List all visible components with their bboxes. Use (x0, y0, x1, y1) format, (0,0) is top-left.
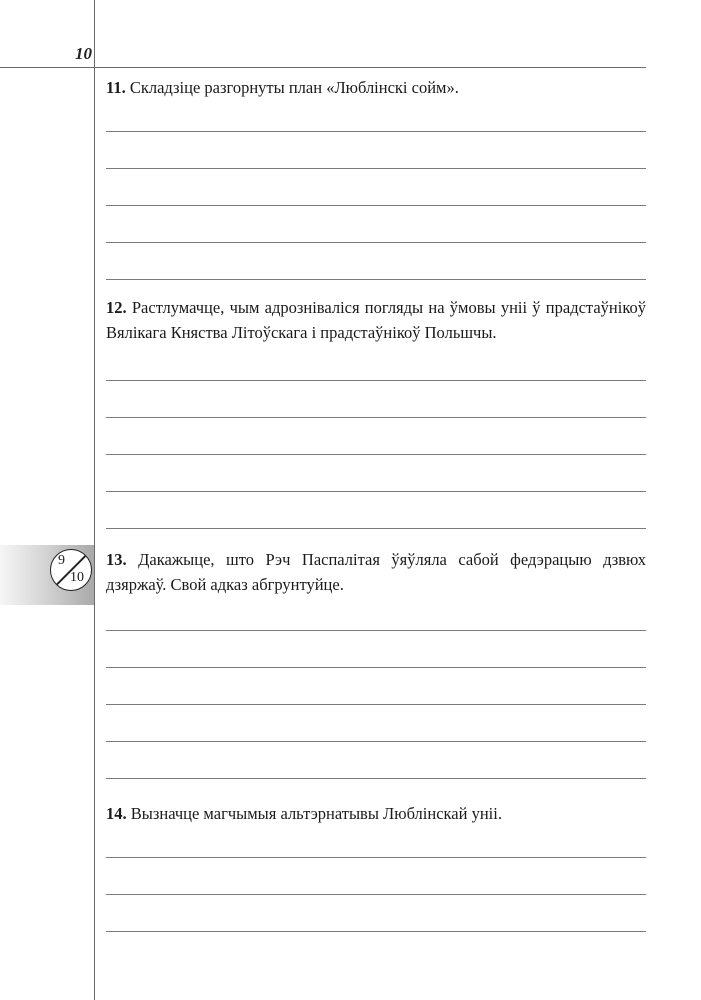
task-11-answer-line[interactable] (106, 279, 646, 280)
task-11-answer-line[interactable] (106, 205, 646, 206)
badge-grade-bottom: 10 (70, 570, 84, 585)
task-12-text (106, 295, 646, 345)
task-12 (106, 295, 646, 345)
task-13-answer-line[interactable] (106, 778, 646, 779)
task-12-prompt: Растлумачце, чым адрозніваліся погляды на ўмовы уніі ў прадстаўнікоў Вялікага Княства Літоўскага і прадстаўнікоў Польшчы. (106, 298, 646, 342)
task-12-number: 12. (106, 298, 127, 317)
task-11 (106, 75, 646, 100)
task-11-answer-line[interactable] (106, 131, 646, 132)
page-number: 10 (75, 44, 92, 63)
task-12-answer-line[interactable] (106, 491, 646, 492)
margin-rule (94, 0, 95, 1000)
task-14 (106, 801, 646, 826)
header-rule (0, 67, 646, 68)
task-11-number: 11. (106, 78, 126, 97)
task-11-text (106, 75, 646, 100)
task-14-answer-line[interactable] (106, 857, 646, 858)
task-14-number: 14. (106, 804, 127, 823)
task-13-number: 13. (106, 550, 127, 569)
task-14-prompt: Вызначце магчымыя альтэрнатывы Люблінскай уніі. (130, 804, 502, 823)
badge-grade-top: 9 (58, 553, 65, 568)
task-11-answer-line[interactable] (106, 168, 646, 169)
task-12-answer-line[interactable] (106, 454, 646, 455)
task-12-answer-line[interactable] (106, 380, 646, 381)
task-13-text (106, 547, 646, 597)
task-12-answer-line[interactable] (106, 417, 646, 418)
task-13-answer-line[interactable] (106, 667, 646, 668)
task-13 (106, 547, 646, 597)
task-13-answer-line[interactable] (106, 704, 646, 705)
grade-badge (50, 549, 92, 591)
task-14-answer-line[interactable] (106, 894, 646, 895)
task-13-answer-line[interactable] (106, 741, 646, 742)
task-11-prompt: Складзіце разгорнуты план «Люблінскі сойм». (129, 78, 459, 97)
task-14-answer-line[interactable] (106, 931, 646, 932)
task-11-answer-line[interactable] (106, 242, 646, 243)
task-13-prompt: Дакажыце, што Рэч Паспалітая ўяўляла сабой федэрацыю дзвюх дзяржаў. Свой адказ абгрунтуйце. (106, 550, 646, 594)
task-14-text (106, 801, 646, 826)
task-13-answer-line[interactable] (106, 630, 646, 631)
task-12-answer-line[interactable] (106, 528, 646, 529)
